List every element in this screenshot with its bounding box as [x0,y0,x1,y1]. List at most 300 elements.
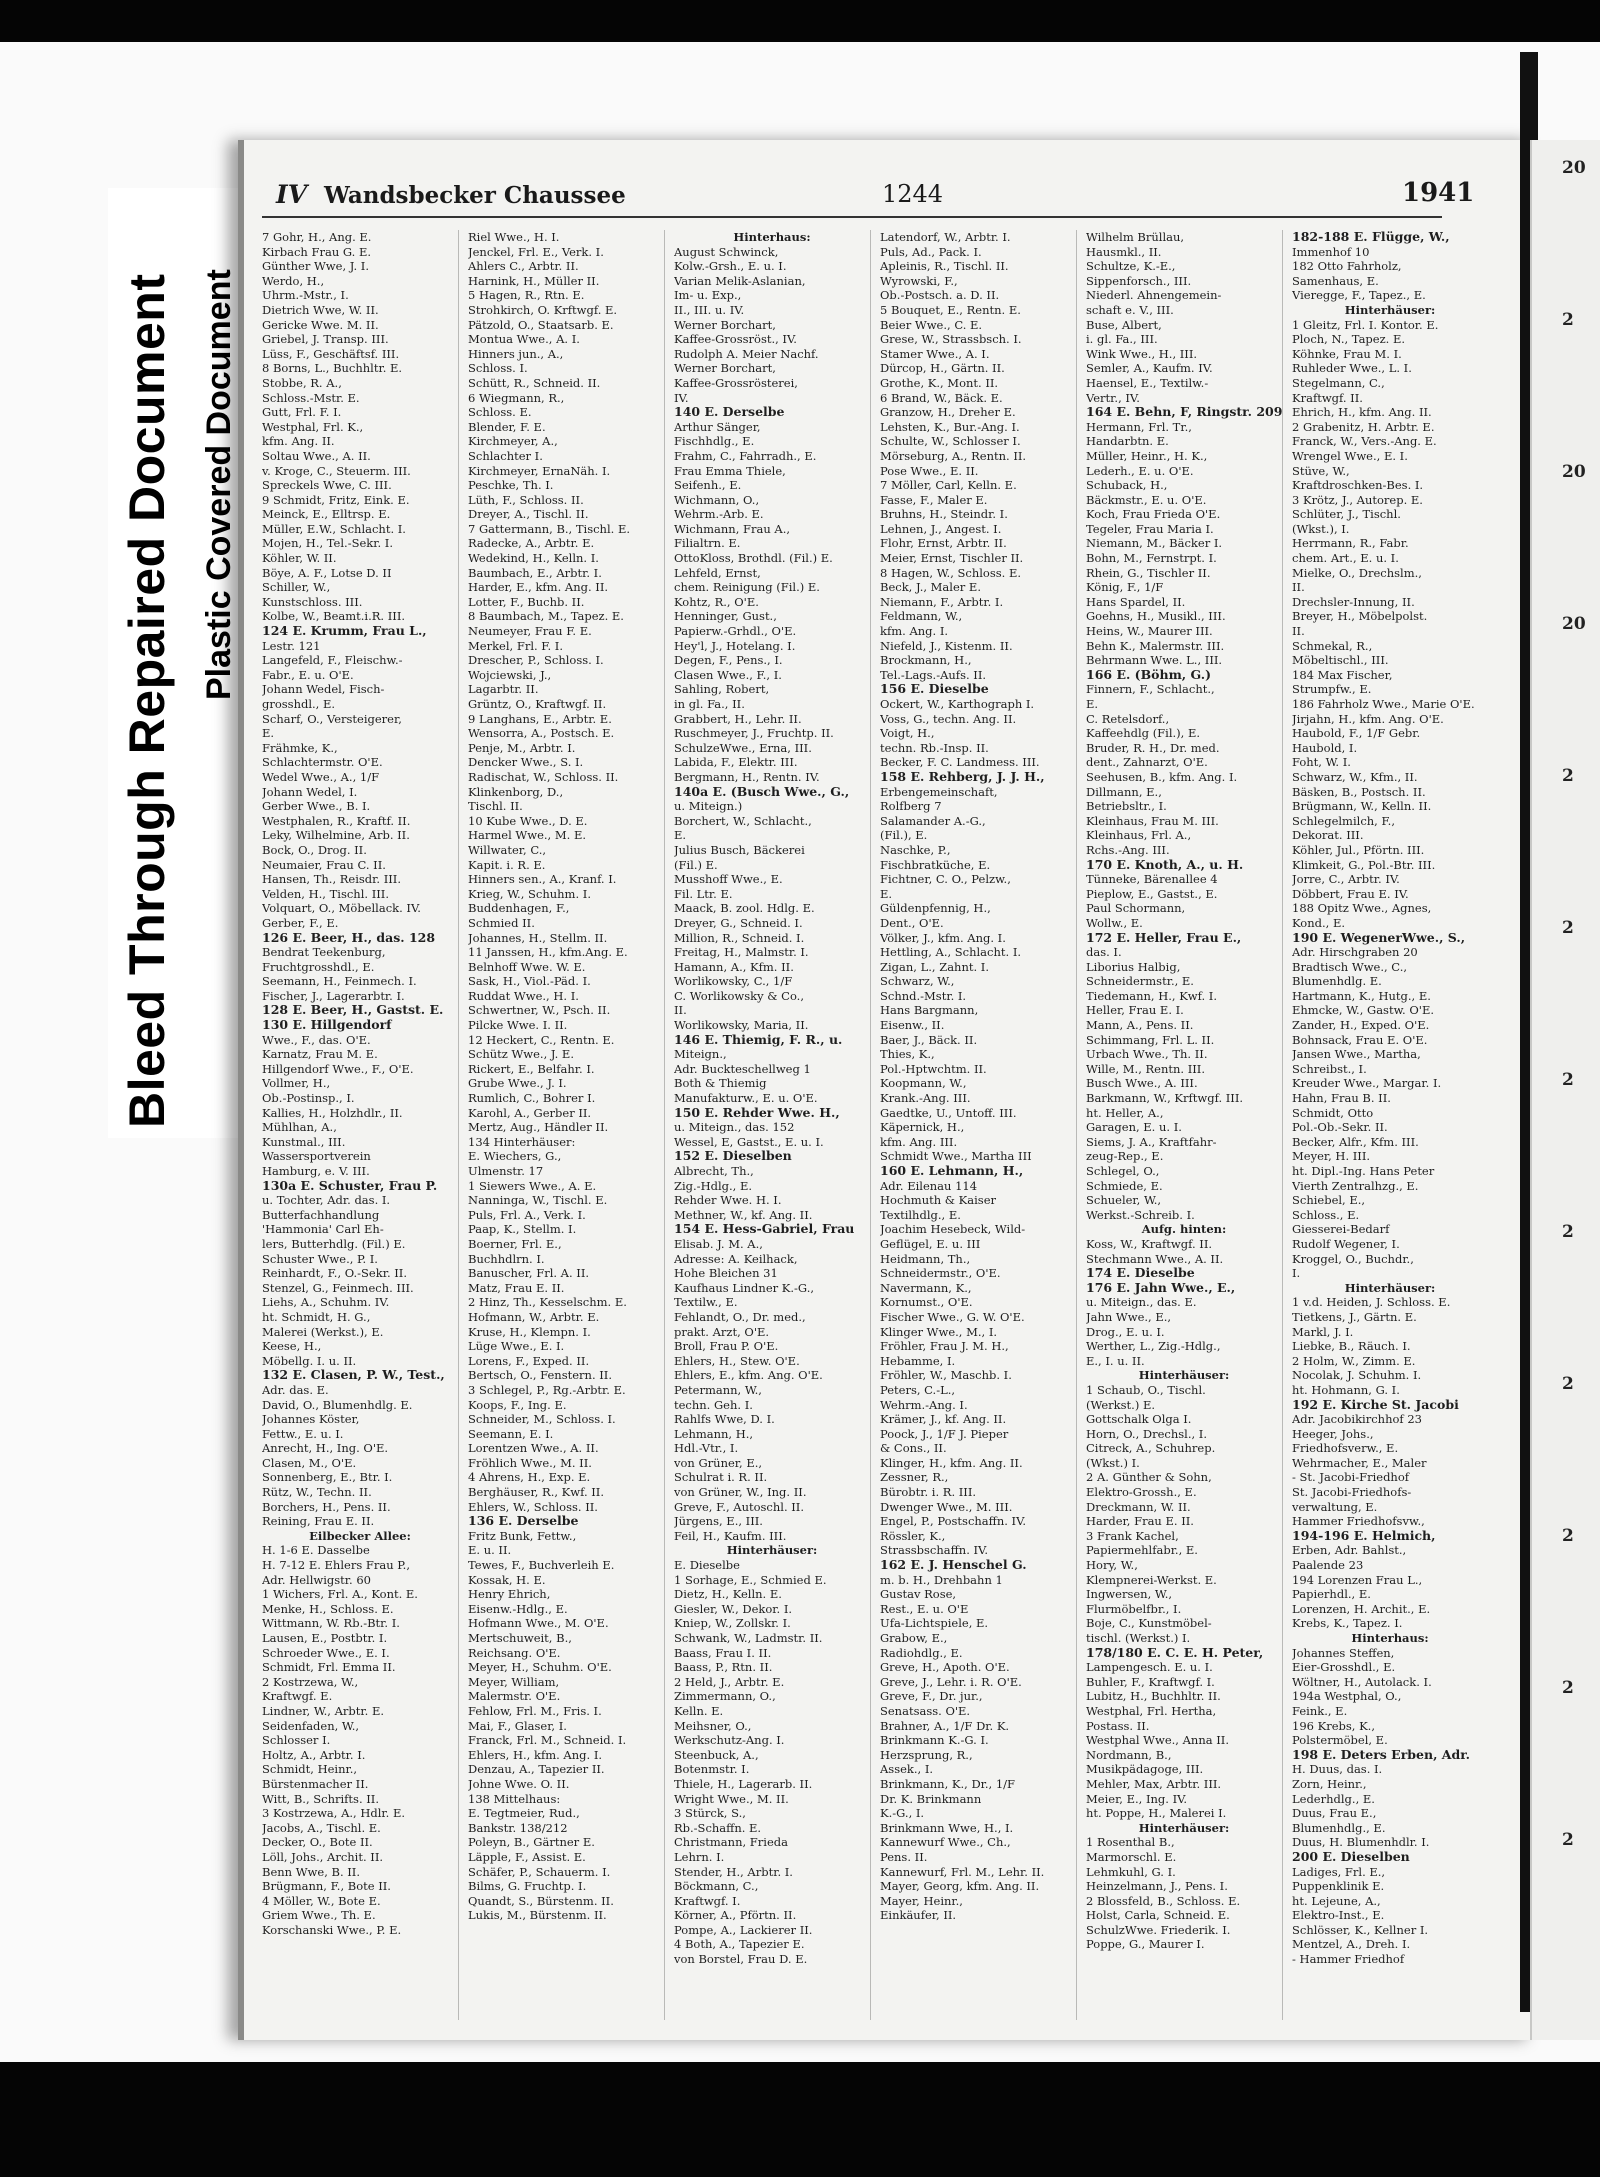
directory-entry: Fröhlich Wwe., M. II. [468,1455,592,1470]
directory-entry: Fröhler, W., Maschb. I. [880,1368,1012,1383]
directory-entry: Kreuder Wwe., Margar. I. [1292,1076,1442,1091]
directory-entry: Thiele, H., Lagerarb. II. [674,1776,813,1791]
directory-entry: Methner, W., kf. Ang. II. [674,1207,813,1222]
directory-entry: C. Worlikowsky & Co., [674,988,804,1003]
directory-entry: Ruschmeyer, J., Fruchtp. II. [674,726,834,741]
directory-entry: 198 E. Deters Erben, Adr. [1292,1747,1470,1762]
directory-entry: Kraftwgf. I. [674,1893,741,1908]
directory-entry: Ehlers, H., kfm. Ang. I. [468,1747,603,1762]
directory-entry: Mörseburg, A., Rentn. II. [880,448,1027,463]
directory-entry: Ploch, N., Tapez. E. [1292,332,1406,347]
directory-entry: 1 Schaub, O., Tischl. [1086,1382,1206,1397]
directory-entry: Polstermöbel, E. [1292,1733,1388,1748]
directory-entry: Tischl. II. [468,799,523,814]
directory-entry: Hettling, A., Schlacht. I. [880,945,1022,960]
directory-entry: Ob.-Postsch. a. D. II. [880,288,1000,303]
directory-entry: Fischer Wwe., G. W. O'E. [880,1309,1025,1324]
directory-entry: Gottschalk Olga I. [1086,1412,1192,1427]
directory-entry: das. I. [1086,945,1122,960]
directory-entry: Lüth, F., Schloss. II. [468,492,584,507]
directory-entry: Lehmkuhl, G. I. [1086,1864,1176,1879]
directory-entry: Wyrowski, F., [880,273,958,288]
directory-entry: Bankstr. 138/212 [468,1820,568,1835]
directory-entry: Velden, H., Tischl. III. [262,886,389,901]
directory-entry: 140 E. Derselbe [674,405,785,420]
directory-entry: Seemann, H., Feinmech. I. [262,974,417,989]
directory-entry: Merkel, Frl. F. I. [468,638,564,653]
directory-entry: Schäfer, P., Schauerm. I. [468,1864,611,1879]
directory-entry: Elektro-Grossh., E. [1086,1485,1197,1500]
directory-entry: Dent., O'E. [880,915,944,930]
directory-entry: E. Wiechers, G., [468,1149,562,1164]
directory-entry: Wright Wwe., M. II. [674,1791,789,1806]
directory-entry: Bohn, M., Fernstrpt. I. [1086,551,1217,566]
directory-entry: Meier, Ernst, Tischler II. [880,551,1024,566]
directory-entry: Langefeld, F., Fleischw.- [262,653,403,668]
directory-entry: Franck, W., Vers.-Ang. E. [1292,434,1437,449]
directory-entry: 138 Mittelhaus: [468,1791,561,1806]
page-header [262,176,1475,218]
directory-entry: Hinners jun., A., [468,346,564,361]
directory-entry: Lubitz, H., Buchhltr. II. [1086,1689,1221,1704]
directory-column [468,230,665,2020]
directory-entry: Lausen, E., Postbtr. I. [262,1631,388,1645]
directory-entry: 3 Schlegel, P., Rg.-Arbtr. E. [468,1382,626,1397]
directory-entry: Koops, F., Ing. E. [468,1397,567,1412]
directory-entry: Buhler, F., Kraftwgf. I. [1086,1674,1215,1689]
directory-entry: Lorenzen, H. Archit., E. [1292,1601,1431,1616]
directory-entry: Bergmann, H., Rentn. IV. [674,769,820,784]
directory-entry: Gutt, Frl. F. I. [262,405,342,420]
directory-entry: 3 Krötz, J., Autorep. E. [1292,492,1423,507]
directory-entry: St. Jacobi-Friedhofs- [1292,1485,1412,1500]
directory-entry: 3 Stürck, S., [674,1806,746,1821]
directory-entry: Breyer, H., Möbelpolst. [1292,609,1428,624]
directory-entry: Bock, O., Drog. II. [262,842,367,857]
directory-entry: Läpple, F., Assist. E. [468,1849,586,1864]
directory-entry: Dillmann, E., [1086,784,1162,799]
directory-entry: Manufakturw., E. u. O'E. [674,1091,818,1106]
directory-entry: Boerner, Frl. E., [468,1236,562,1251]
directory-entry: Frähmke, K., [262,740,338,755]
directory-entry: Völker, J., kfm. Ang. I. [880,930,1006,945]
directory-entry: Eier-Grosshdl., E. [1292,1660,1396,1675]
directory-entry: 8 Borns, L., Buchhltr. E. [262,361,403,376]
directory-entry: 8 Hagen, W., Schloss. E. [880,565,1022,580]
directory-entry: 132 E. Clasen, P. W., Test., [262,1368,445,1383]
directory-entry: Giesserei-Bedarf [1292,1222,1390,1237]
directory-entry: Lestr. 121 [262,638,321,653]
directory-entry: H. 1-6 E. Dasselbe [262,1543,370,1558]
directory-entry: kfm. Ang. II. [262,434,335,449]
directory-entry: Fichtner, C. O., Pelzw., [880,872,1011,887]
directory-entry: 124 E. Krumm, Frau L., [262,624,427,639]
directory-entry: 1 Rosenthal B., [1086,1835,1175,1850]
directory-entry: Müller, Heinr., H. K., [1086,448,1208,463]
directory-entry: 182 Otto Fahrholz, [1292,259,1402,274]
directory-entry: II., III. u. IV. [674,302,745,317]
directory-entry: 4 Both, A., Tapezier E. [674,1937,805,1952]
directory-entry: Buse, Albert, [1086,317,1162,332]
directory-entry: Kohtz, R., O'E. [674,594,759,609]
directory-entry: 160 E. Lehmann, H., [880,1164,1024,1178]
directory-entry: Jansen Wwe., Martha, [1292,1047,1421,1062]
directory-entry: Latendorf, W., Arbtr. I. [880,230,1011,244]
directory-entry: Miteign., [674,1047,727,1062]
directory-entry: Leky, Wilhelmine, Arb. II. [262,828,410,843]
directory-entry: (Wkst.) I. [1086,1455,1140,1470]
directory-entry: (Werkst.) E. [1086,1397,1156,1412]
directory-entry: Kirchmeyer, ErnaNäh. I. [468,463,611,478]
directory-year: 1941 [1402,178,1475,208]
directory-entry: Rolfberg 7 [880,799,942,814]
directory-entry: Böye, A. F., Lotse D. II [262,565,392,580]
directory-entry: Dwenger Wwe., M. III. [880,1499,1013,1514]
directory-entry: Bäsken, B., Postsch. II. [1292,784,1426,799]
directory-entry: Bruder, R. H., Dr. med. [1086,740,1220,755]
directory-entry: Niemann, F., Arbtr. I. [880,594,1004,609]
directory-entry: Reining, Frau E. II. [262,1514,375,1529]
directory-entry: 7 Möller, Carl, Kelln. E. [880,478,1017,493]
directory-entry: Dreyer, G., Schneid. I. [674,915,803,930]
directory-entry: Flurmöbelfbr., I. [1086,1601,1182,1616]
next-page-fragment: 2 [1562,1374,1574,1394]
directory-entry: Kallies, H., Holzhdlr., II. [262,1105,403,1120]
directory-entry: Hinterhaus: [733,230,811,244]
directory-entry: Fischer, J., Lagerarbtr. I. [262,988,405,1003]
directory-entry: Navermann, K., [880,1280,972,1295]
directory-entry: Möbellg. I. u. II. [262,1353,357,1368]
directory-entry: Heidmann, Th., [880,1251,971,1266]
directory-entry: Arthur Sänger, [674,419,761,434]
directory-entry: 1 v.d. Heiden, J. Schloss. E. [1292,1295,1451,1310]
directory-column [880,230,1077,2020]
directory-entry: E. [674,828,687,843]
directory-entry: Schmidt Wwe., Martha III [880,1149,1032,1164]
directory-entry: Fehlow, Frl. M., Fris. I. [468,1703,602,1718]
directory-entry: Rchs.-Ang. III. [1086,842,1170,857]
directory-entry: Müller, E.W., Schlacht. I. [262,521,406,536]
directory-entry: Seemann, E. I. [468,1426,554,1441]
directory-entry: Bohnsack, Frau E. O'E. [1292,1032,1428,1047]
directory-entry: Worlikowsky, Maria, II. [674,1018,809,1033]
directory-entry: Immenhof 10 [1292,244,1370,259]
directory-entry: Million, R., Schneid. I. [674,930,805,945]
directory-entry: Kaffeehdlg (Fil.), E. [1086,726,1201,741]
directory-entry: ht. Dipl.-Ing. Hans Peter [1292,1164,1435,1178]
directory-entry: Varian Melik-Aslanian, [674,273,806,288]
directory-entry: Lederh., E. u. O'E. [1086,463,1194,478]
directory-entry: Albrecht, Th., [674,1164,754,1178]
directory-entry: Zig.-Hdlg., E. [674,1178,753,1193]
directory-entry: Meihsner, O., [674,1718,752,1733]
directory-entry: 5 Bouquet, E., Rentn. E. [880,302,1021,317]
directory-entry: Schlosser I. [262,1733,331,1748]
directory-entry: Siems, J. A., Kraftfahr- [1086,1134,1217,1149]
directory-entry: Tel.-Lags.-Aufs. II. [880,667,987,682]
directory-entry: 1 Siewers Wwe., A. E. [468,1178,597,1193]
directory-entry: Pätzold, O., Staatsarb. E. [468,317,614,332]
next-page-fragment: 2 [1562,918,1574,938]
scanner-bottom-band [0,2062,1600,2177]
directory-entry: Jenckel, Frl. E., Verk. I. [468,244,604,259]
directory-entry: zeug-Rep., E. [1086,1149,1164,1164]
directory-entry: Freitag, H., Malmstr. I. [674,945,809,960]
directory-entry: Schmidt, Frl. Emma II. [262,1660,396,1675]
directory-entry: Schlegel, O., [1086,1164,1160,1178]
directory-entry: Paalende 23 [1292,1558,1364,1573]
directory-entry: Schneidermstr., O'E. [880,1266,1001,1281]
directory-entry: Ehlers, W., Schloss. II. [468,1499,598,1514]
scanner-top-band [0,0,1600,42]
directory-entry: I. [1292,1266,1301,1281]
directory-entry: Schwarz, W., Kfm., II. [1292,769,1418,784]
directory-entry: IV. [674,390,689,405]
directory-entry: 194-196 E. Helmich, [1292,1528,1436,1543]
next-page-fragment: 2 [1562,1830,1574,1850]
directory-entry: Einkäufer, II. [880,1908,957,1923]
directory-entry: Maack, B. zool. Hdlg. E. [674,901,815,916]
directory-entry: Schloss., E. [1292,1207,1360,1222]
directory-entry: Klinkenborg, D., [468,784,564,799]
directory-entry: Schlösser, K., Kellner I. [1292,1922,1429,1937]
directory-entry: Köhnke, Frau M. I. [1292,346,1402,361]
directory-entry: 182-188 E. Flügge, W., [1292,230,1450,244]
directory-entry: Westphal, Frl. Hertha, [1086,1703,1217,1718]
directory-entry: Quandt, S., Bürstenm. II. [468,1893,614,1908]
directory-entry: Urbach Wwe., Th. II. [1086,1047,1208,1062]
directory-entry: Fröhler, Frau J. M. H., [880,1339,1009,1354]
directory-entry: Dekorat. III. [1292,828,1364,843]
directory-entry: u. Miteign.) [674,799,743,814]
directory-entry: 2 A. Günther & Sohn, [1086,1470,1212,1485]
directory-entry: 196 Krebs, K., [1292,1718,1375,1733]
directory-entry: Johne Wwe. O. II. [468,1776,570,1791]
directory-entry: Neumaier, Frau C. II. [262,857,386,872]
directory-entry: II. [1292,580,1305,595]
directory-entry: 1 Wichers, Frl. A., Kont. E. [262,1587,418,1602]
directory-entry: Adresse: A. Keilhack, [674,1251,798,1266]
directory-entry: Volquart, O., Möbellack. IV. [262,901,421,916]
directory-entry: Schlüter, J., Tischl. [1292,507,1401,522]
directory-entry: 4 Ahrens, H., Exp. E. [468,1470,591,1485]
directory-entry: (Fil.), E. [880,828,928,843]
directory-entry: Feil, H., Kaufm. III. [674,1528,787,1543]
directory-entry: Krieg, W., Schuhm. I. [468,886,591,901]
directory-entry: 128 E. Beer, H., Gastst. E. [262,1003,444,1018]
directory-entry: Jirjahn, H., kfm. Ang. O'E. [1292,711,1444,726]
next-page-fragment: 2 [1562,1070,1574,1090]
next-page-fragment: 2 [1562,1678,1574,1698]
directory-entry: Tünneke, Bärenallee 4 [1086,872,1218,887]
directory-entry: Grüntz, O., Kraftwgf. II. [468,697,607,711]
directory-entry: Buchhdlrn. I. [468,1251,545,1266]
directory-entry: E. Dieselbe [674,1558,740,1573]
directory-entry: Grese, W., Strassbsch. I. [880,332,1022,347]
directory-entry: Hans Bargmann, [880,1003,979,1018]
directory-entry: Liehs, A., Schuhm. IV. [262,1295,390,1310]
directory-entry: Löll, Johs., Archit. II. [262,1849,384,1864]
directory-entry: Bertsch, O., Fenstern. II. [468,1368,613,1383]
directory-entry: Zimmermann, O., [674,1689,776,1704]
directory-entry: Hansen, Th., Reisdr. III. [262,872,401,887]
directory-entry: Brügmann, W., Kelln. II. [1292,799,1432,814]
directory-entry: kfm. Ang. III. [880,1134,958,1149]
directory-entry: Böckmann, C., [674,1879,759,1894]
directory-entry: Klinger, H., kfm. Ang. II. [880,1455,1023,1470]
directory-entry: Assek., I. [880,1762,934,1777]
directory-entry: Kannewurf, Frl. M., Lehr. II. [880,1864,1045,1879]
directory-entry: II. [1292,624,1305,639]
directory-entry: Schuster Wwe., P. I. [262,1251,378,1266]
directory-entry: 134 Hinterhäuser: [468,1134,576,1149]
directory-entry: Ulmenstr. 17 [468,1164,544,1178]
directory-entry: Duus, Frau E., [1292,1806,1377,1821]
directory-entry: prakt. Arzt, O'E. [674,1324,770,1339]
directory-entry: 178/180 E. C. E. H. Peter, [1086,1645,1264,1660]
directory-entry: 166 E. (Böhm, G.) [1086,667,1212,682]
directory-entry: Ehmcke, W., Gastw. O'E. [1292,1003,1435,1018]
directory-entry: Steenbuck, A., [674,1747,759,1762]
directory-entry: Kirbach Frau G. E. [262,244,372,259]
directory-entry: Klempnerei-Werkst. E. [1086,1572,1217,1587]
directory-entry: Giesler, W., Dekor. I. [674,1601,793,1616]
directory-entry: Wedel Wwe., A., 1/F [262,769,380,784]
directory-entry: Heinzelmann, J., Pens. I. [1086,1879,1228,1894]
directory-entry: Rudolf Wegener, I. [1292,1236,1400,1251]
directory-entry: Markl, J. I. [1292,1324,1354,1339]
directory-entry: Haubold, I. [1292,740,1358,755]
directory-entry: Johannes Köster, [262,1412,360,1427]
directory-entry: 194a Westphal, O., [1292,1689,1402,1704]
directory-entry: lers, Butterhdlg. (Fil.) E. [262,1236,406,1251]
directory-entry: Lorens, F., Exped. II. [468,1353,590,1368]
directory-entry: Seifenh., E. [674,478,742,493]
directory-entry: Drescher, P., Schloss. I. [468,653,604,668]
directory-entry: Kossak, H. E. [468,1572,546,1587]
directory-entry: Tegeler, Frau Maria I. [1086,521,1214,536]
directory-entry: Adr. Eilenau 114 [880,1178,978,1193]
directory-entry: Kunstmal., III. [262,1134,346,1149]
directory-entry: Sippenforsch., III. [1086,273,1192,288]
directory-entry: Hermann, Frl. Tr., [1086,419,1192,434]
next-page-edge [1530,140,1600,2040]
directory-columns [262,230,1512,2020]
directory-entry: Werkst.-Schreib. I. [1086,1207,1195,1222]
directory-entry: Hinterhäuser: [726,1543,818,1558]
directory-entry: Hartmann, K., Hutg., E. [1292,988,1431,1003]
directory-entry: Baass, Frau I. II. [674,1645,772,1660]
directory-entry: Franck, Frl. M., Schneid. I. [468,1733,627,1748]
directory-entry: Menke, H., Schloss. E. [262,1601,394,1616]
directory-entry: Senatsass. O'E. [880,1703,971,1718]
directory-entry: Voigt, H., [880,726,935,741]
directory-entry: 6 Brand, W., Bäck. E. [880,390,1003,405]
directory-entry: Matz, Frau E. II. [468,1280,565,1295]
directory-entry: Nocolak, J. Schuhm. I. [1292,1368,1422,1383]
directory-entry: Fischhdlg., E. [674,434,755,449]
directory-entry: Worlikowsky, C., 1/F [674,974,793,989]
directory-entry: Puls, Ad., Pack. I. [880,244,982,259]
directory-entry: Stüve, W., [1292,463,1350,478]
directory-entry: Malerei (Werkst.), E. [262,1324,384,1339]
directory-entry: Rhein, G., Tischler II. [1086,565,1211,580]
directory-entry: Fischbratküche, E. [880,857,991,872]
directory-entry: Grube Wwe., J. I. [468,1076,567,1091]
directory-entry: Paul Schormann, [1086,901,1186,916]
directory-entry: Stender, H., Arbtr. I. [674,1864,793,1879]
directory-entry: Herzsprung, R., [880,1747,973,1762]
directory-entry: 2 Holm, W., Zimm. E. [1292,1353,1416,1368]
directory-entry: Penje, M., Arbtr. I. [468,740,576,755]
directory-entry: E. [262,726,275,741]
directory-entry: Greve, F., Autoschl. II. [674,1499,804,1514]
directory-entry: Schulrat i. R. II. [674,1470,768,1485]
directory-entry: tischl. (Werkst.) I. [1086,1631,1191,1645]
directory-entry: Schreibst., I. [1292,1061,1367,1076]
directory-entry: Zigan, L., Zahnt. I. [880,959,989,974]
directory-entry: Holst, Carla, Schneid. E. [1086,1908,1230,1923]
directory-entry: Marmorschl. E. [1086,1849,1177,1864]
directory-entry: 176 E. Jahn Wwe., E., [1086,1280,1236,1295]
directory-entry: Korschanski Wwe., P. E. [262,1922,402,1937]
next-page-fragment: 2 [1562,1526,1574,1546]
directory-entry: Ehlers, H., Stew. O'E. [674,1353,800,1368]
directory-page [238,140,1536,2040]
directory-entry: chem. Art., E. u. I. [1292,551,1399,566]
directory-entry: Adr. Hirschgraben 20 [1292,945,1418,960]
directory-entry: Puppenklinik E. [1292,1879,1385,1894]
directory-entry: Hamann, A., Kfm. II. [674,959,794,974]
directory-entry: 9 Langhans, E., Arbtr. E. [468,711,612,726]
directory-entry: Fil. Ltr. E. [674,886,733,901]
directory-entry: Rickert, E., Belfahr. I. [468,1061,595,1076]
directory-entry: Schulte, W., Schlosser I. [880,434,1021,449]
directory-entry: Eisenw., II. [880,1018,945,1033]
directory-entry: Mann, A., Pens. II. [1086,1018,1194,1033]
directory-entry: Pompe, A., Lackierer II. [674,1922,813,1937]
directory-entry: - Hammer Friedhof [1292,1952,1405,1967]
directory-entry: Kroggel, O., Buchdr., [1292,1251,1414,1266]
next-page-fragment: 2 [1562,1222,1574,1242]
directory-entry: Henry Ehrich, [468,1587,551,1602]
directory-entry: techn. Geh. I. [674,1397,753,1412]
directory-entry: Mayer, Georg, kfm. Ang. II. [880,1879,1040,1894]
directory-entry: in gl. Fa., II. [674,697,745,711]
directory-entry: Becker, F. C. Landmess. III. [880,755,1040,770]
directory-entry: Schroeder Wwe., E. I. [262,1645,390,1660]
directory-entry: Bendrat Teekenburg, [262,945,386,960]
directory-entry: Schlachter I. [468,448,543,463]
directory-entry: Sonnenberg, E., Btr. I. [262,1470,393,1485]
directory-entry: Kruse, H., Klempn. I. [468,1324,591,1339]
directory-entry: Kornumst., O'E. [880,1295,973,1310]
directory-entry: Clasen Wwe., F., I. [674,667,782,682]
directory-entry: Schwarz, W., [880,974,955,989]
directory-entry: Rehder Wwe. H. I. [674,1193,782,1208]
directory-entry: Pol.-Ob.-Sekr. II. [1292,1120,1388,1135]
directory-entry: Berghäuser, R., Kwf. II. [468,1485,604,1500]
directory-entry: OttoKloss, Brothdl. (Fil.) E. [674,551,833,566]
directory-entry: Lehnen, J., Angest. I. [880,521,1002,536]
bleed-through-label: Bleed Through Repaired Document [119,273,175,1128]
directory-entry: Ruhleder Wwe., L. I. [1292,361,1412,376]
directory-entry: Kraftwgf. E. [262,1689,333,1704]
directory-entry: Kniep, W., Zollskr. I. [674,1616,791,1631]
directory-entry: Elisab. J. M. A., [674,1236,763,1251]
directory-entry: Kraftwgf. II. [1292,390,1363,405]
directory-entry: 184 Max Fischer, [1292,667,1393,682]
